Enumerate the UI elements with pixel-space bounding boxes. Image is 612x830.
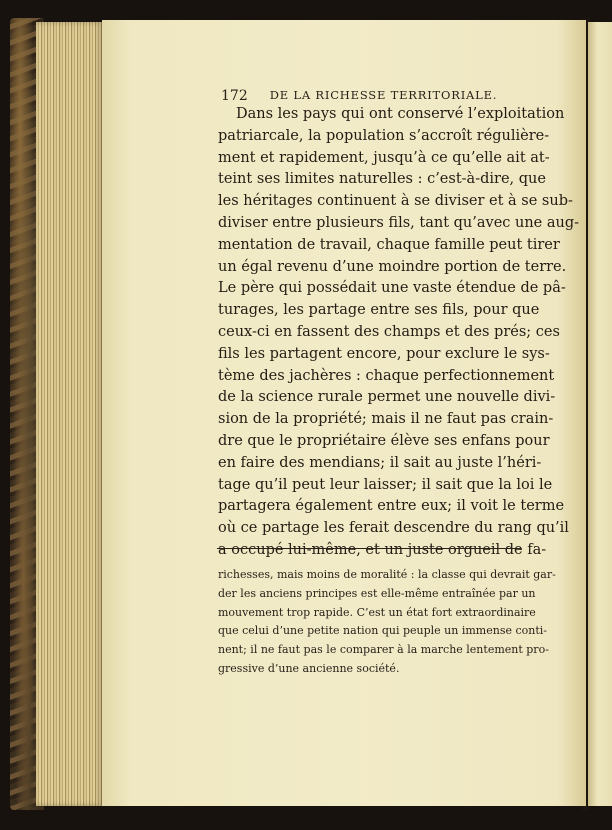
footnote-rule (217, 548, 521, 549)
text-line: un égal revenu d’une moindre portion de terre. (218, 258, 567, 275)
main-text (218, 104, 580, 562)
footnote-line: mouvement trop rapide. C’est un état fort extraordinaire (218, 605, 536, 619)
footnote-line: nent; il ne faut pas le comparer à la marche lentement pro- (218, 643, 549, 657)
text-line: Le père qui possédait une vaste étendue de pâ- (218, 280, 566, 297)
footnote-line: der les anciens principes est elle-même entraînée par un (218, 586, 536, 600)
text-line: mentation de travail, chaque famille peut tirer (218, 236, 560, 253)
footnote-line: richesses, mais moins de moralité : la classe qui devrait gar- (218, 568, 556, 581)
running-header (221, 88, 521, 104)
text-line: de la science rurale permet une nouvelle divi- (218, 389, 556, 406)
text-line: partagera également entre eux; il voit le terme (218, 498, 565, 515)
text-line: ment et rapidement, jusqu’à ce qu’elle ait at- (218, 149, 550, 166)
text-line: turages, les partage entre ses fils, pour que (218, 302, 540, 319)
text-line: tage qu’il peut leur laisser; il sait que la loi le (218, 476, 553, 493)
text-line: teint ses limites naturelles : c’est-à-dire, que (218, 171, 546, 188)
text-line: diviser entre plusieurs fils, tant qu’avec une aug- (218, 214, 580, 231)
text-line: patriarcale, la population s’accroît régulière- (218, 127, 550, 144)
text-line: ceux-ci en fassent des champs et des prés; ces (218, 323, 560, 340)
page-edges (36, 22, 104, 806)
text-line: où ce partage les ferait descendre du rang qu’il (218, 520, 569, 537)
footnote-line: que celui d’une petite nation qui peuple un immense conti- (218, 624, 547, 638)
text-line: les héritages continuent à se diviser et à se sub- (218, 193, 573, 210)
text-line: dre que le propriétaire élève ses enfans pour (218, 432, 550, 449)
footnote (218, 566, 556, 679)
text-line: a occupé lui-même, et un juste orgueil de fa- (218, 541, 547, 558)
running-title: DE LA RICHESSE TERRITORIALE. (269, 88, 498, 102)
page-number: 172 (221, 88, 248, 104)
facing-page-edge (588, 22, 612, 806)
text-line: Dans les pays qui ont conservé l’exploitation (236, 106, 565, 122)
text-line: sion de la propriété; mais il ne faut pas crain- (218, 411, 554, 428)
text-line: en faire des mendians; il sait au juste l’héri- (218, 454, 542, 471)
text-line: tème des jachères : chaque perfectionnement (218, 367, 555, 384)
footnote-line: gressive d’une ancienne société. (218, 661, 400, 675)
text-line: fils les partagent encore, pour exclure le sys- (218, 345, 550, 362)
